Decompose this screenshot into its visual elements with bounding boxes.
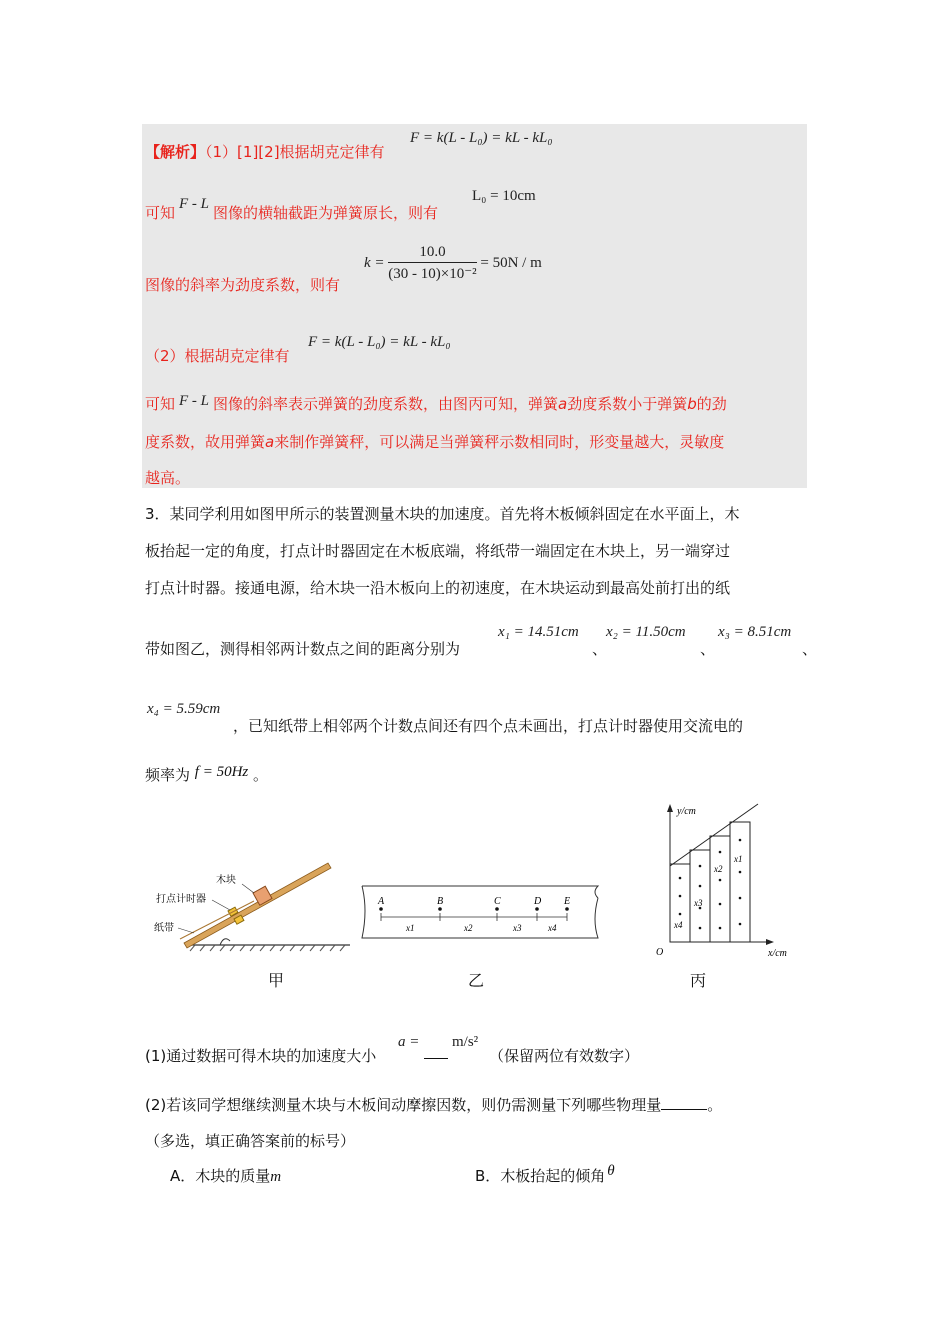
sep-3: 、	[802, 640, 818, 658]
strip-x4	[670, 864, 690, 942]
spring-a: a	[558, 395, 568, 413]
fl-graph-label-2: F - L	[179, 393, 210, 409]
k-formula	[364, 244, 542, 283]
subq-1-text: (1)通过数据可得木块的加速度大小	[145, 1047, 377, 1065]
hooke-formula-2: F = k(L - L₀) = kL - kL₀	[308, 334, 451, 350]
k-fraction	[388, 244, 476, 283]
analysis-line-2	[145, 196, 439, 223]
dot-b	[438, 907, 442, 911]
point-a: A	[378, 896, 385, 907]
analysis-line-1-text: （1）[1][2]根据胡克定律有	[205, 143, 385, 161]
tape-pointer	[178, 928, 194, 933]
q3-line-2: 板抬起一定的角度，打点计时器固定在木板底端，将纸带一端固定在木块上，另一端穿过	[145, 542, 731, 560]
x4-value: x₄ = 5.59cm	[147, 701, 221, 717]
x3-value: x₃ = 8.51cm	[718, 624, 792, 640]
block-pointer	[242, 884, 254, 893]
point-e: E	[564, 896, 571, 907]
y-axis-arrow	[667, 804, 673, 812]
analysis-line-3: 图像的斜率为劲度系数，则有	[145, 276, 341, 294]
dot-e	[565, 907, 569, 911]
option-b-var: θ	[607, 1163, 615, 1179]
q3-line-3: 打点计时器。接通电源，给木块一沿木板向上的初速度，在木块运动到最高处前打出的纸	[145, 579, 731, 597]
tape-dots	[379, 907, 569, 911]
caption-yi: 乙	[468, 971, 485, 990]
hooke-formula-1: F = k(L - L₀) = kL - kL₀	[410, 130, 553, 146]
seg-x2: x2	[464, 923, 473, 933]
figure-yi	[360, 880, 600, 945]
bar-x4: x4	[674, 920, 683, 930]
label-block: 木块	[216, 875, 236, 886]
bing-origin: O	[656, 947, 664, 958]
bing-ylabel: y/cm	[677, 806, 696, 817]
tape-top-edge	[362, 886, 598, 898]
spring-a-2: a	[265, 433, 275, 451]
option-a-var: m	[270, 1169, 282, 1185]
timer-pointer	[212, 900, 230, 910]
analysis-line-6-pre: 度系数，故用弹簧	[145, 433, 266, 451]
point-c: C	[494, 896, 501, 907]
x1-value: x₁ = 14.51cm	[498, 624, 579, 640]
bar-x2: x2	[714, 864, 723, 874]
analysis-line-7: 越高。	[145, 469, 191, 487]
subq-2	[145, 1094, 722, 1115]
q3-line-4: 带如图乙，测得相邻两计数点之间的距离分别为	[145, 640, 461, 658]
bar-x3: x3	[694, 898, 703, 908]
accel-answer-blank[interactable]	[424, 1058, 448, 1059]
subq-2-note: （多选，填正确答案前的标号）	[145, 1132, 356, 1150]
analysis-tag: 【解析】	[145, 143, 206, 161]
accel-symbol: a =	[398, 1034, 420, 1050]
analysis-line-1	[145, 141, 385, 162]
dot-a	[379, 907, 383, 911]
analysis-line-5	[145, 393, 727, 414]
caption-jia: 甲	[268, 971, 285, 990]
dot-d	[535, 907, 539, 911]
k-denominator: (30 - 10)×10⁻²	[388, 266, 477, 282]
x-axis-arrow	[766, 939, 774, 945]
support-arc	[220, 939, 230, 945]
figure-bing	[650, 800, 800, 962]
sep-2: 、	[700, 640, 716, 658]
ground-hatch	[190, 945, 345, 951]
freq-label: 频率为	[145, 766, 191, 784]
option-b[interactable]	[475, 1165, 615, 1186]
k-numerator: 10.0	[388, 244, 476, 263]
analysis-line-6-post: 来制作弹簧秤，可以满足当弹簧秤示数相同时，形变量越大，灵敏度	[274, 433, 725, 451]
tape-outline	[362, 886, 598, 938]
option-a[interactable]	[170, 1165, 281, 1186]
k-symbol: k =	[364, 254, 385, 271]
seg-x3: x3	[513, 923, 522, 933]
figure-jia	[150, 855, 350, 955]
seg-x1: x1	[406, 923, 415, 933]
dot-c	[495, 907, 499, 911]
freq-value: f = 50Hz	[194, 764, 249, 780]
subq-1	[145, 1045, 376, 1066]
fl-graph-label: F - L	[179, 196, 210, 212]
spring-b: b	[687, 395, 697, 413]
analysis-line-4: （2）根据胡克定律有	[145, 347, 290, 365]
option-a-text: A．木块的质量	[170, 1167, 271, 1185]
seg-x4: x4	[548, 923, 557, 933]
option-b-text: B．木板抬起的倾角	[475, 1167, 606, 1185]
inclined-board	[184, 863, 331, 948]
bar-x1: x1	[734, 854, 743, 864]
subq-2-end: 。	[707, 1096, 723, 1114]
q3-line-1: 3．某同学利用如图甲所示的装置测量木块的加速度。首先将木板倾斜固定在水平面上，木	[145, 505, 740, 523]
l0-formula: L₀ = 10cm	[472, 188, 536, 204]
analysis-line-5-post: 图像的斜率表示弹簧的劲度系数，由图丙可知，弹簧	[213, 395, 559, 413]
label-tape: 纸带	[154, 923, 174, 934]
x2-value: x₂ = 11.50cm	[606, 624, 686, 640]
point-d: D	[534, 896, 542, 907]
caption-bing: 丙	[690, 971, 707, 990]
analysis-line-5-mid: 劲度系数小于弹簧	[567, 395, 688, 413]
k-result: = 50N / m	[480, 254, 542, 271]
analysis-line-5-end: 的劲	[696, 395, 727, 413]
accel-unit: m/s²	[452, 1034, 479, 1050]
q3-line-5: ，已知纸带上相邻两个计数点间还有四个点未画出，打点计时器使用交流电的	[233, 717, 744, 735]
label-timer: 打点计时器	[156, 894, 206, 905]
q3-line-6	[145, 764, 268, 785]
subq-2-text: (2)若该同学想继续测量木块与木板间动摩擦因数，则仍需测量下列哪些物理量	[145, 1096, 662, 1114]
subq-1-note: （保留两位有效数字）	[489, 1047, 640, 1065]
sep-1: 、	[592, 640, 608, 658]
analysis-line-5-pre: 可知	[145, 395, 176, 413]
measure-answer-blank[interactable]	[661, 1095, 707, 1110]
analysis-line-2-pre: 可知	[145, 204, 176, 222]
point-b: B	[437, 896, 444, 907]
analysis-line-2-post: 图像的横轴截距为弹簧原长，则有	[213, 204, 439, 222]
bing-xlabel: x/cm	[768, 948, 787, 959]
analysis-line-6	[145, 431, 724, 452]
measure-lines	[381, 913, 567, 921]
q3-line-6-end: 。	[253, 766, 269, 784]
